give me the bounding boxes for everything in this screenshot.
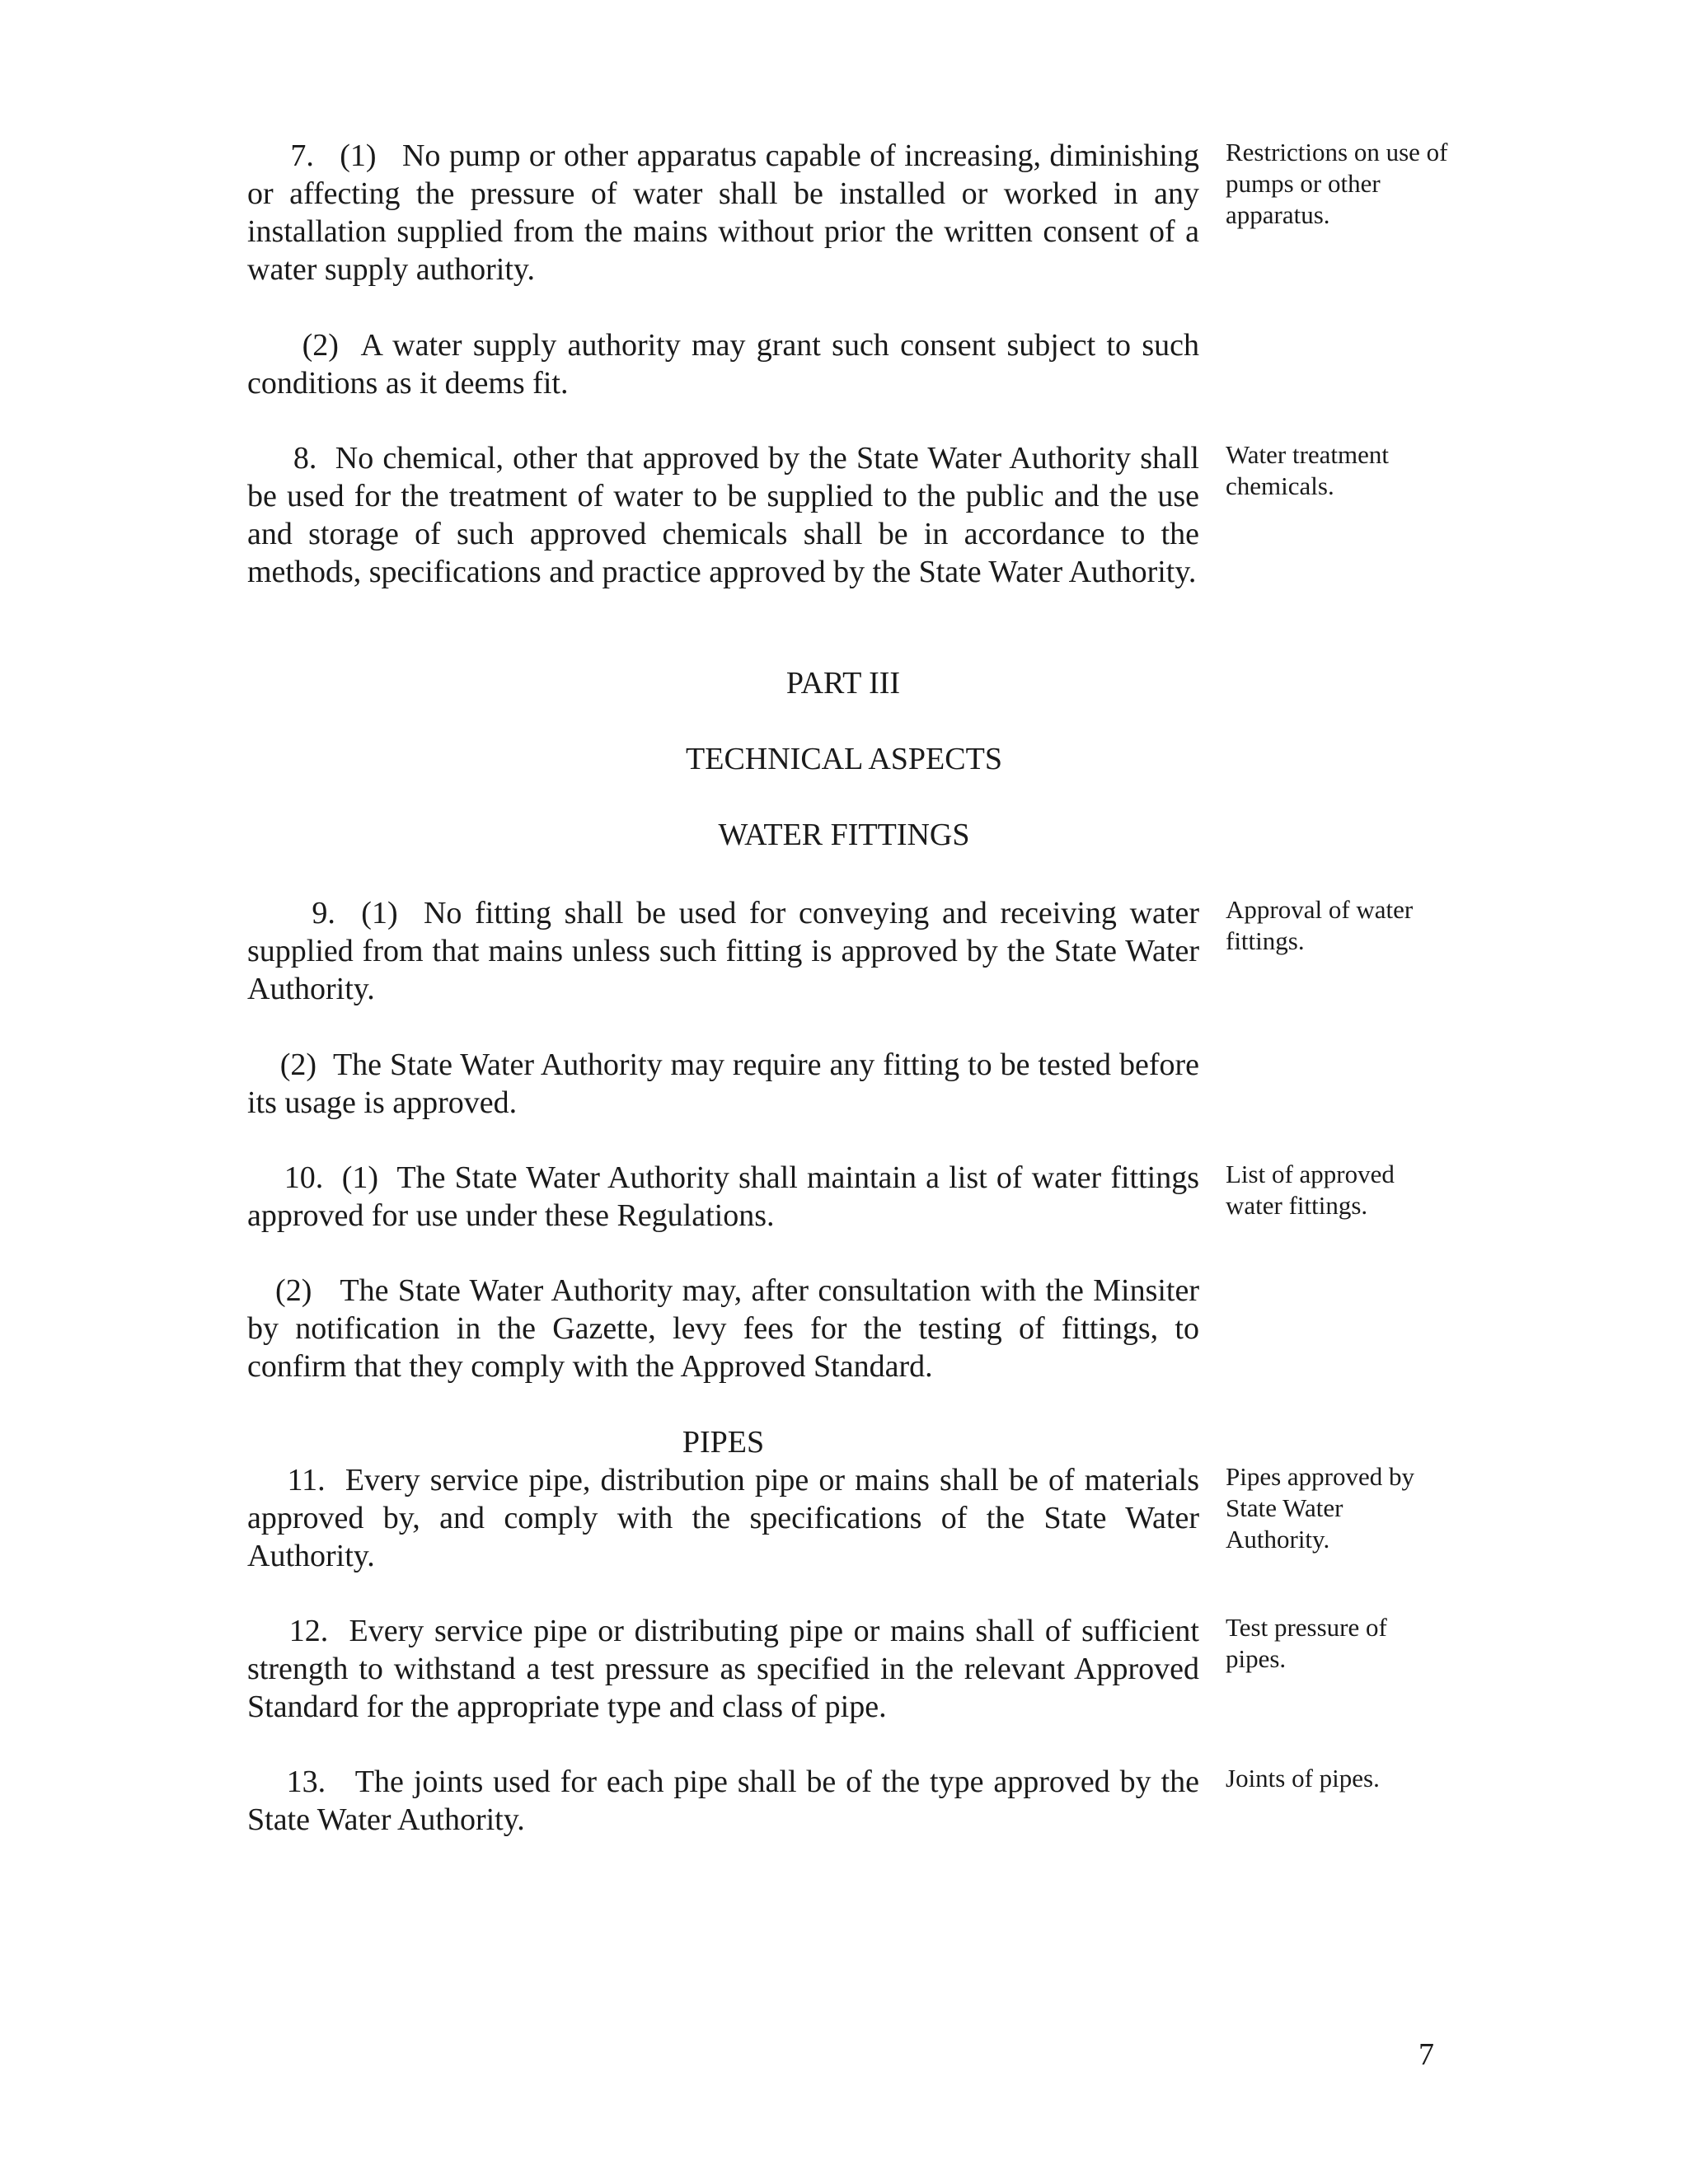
section-10-2-text: (2) The State Water Authority may, after consultation with the Minsiter by notification in the Gazette, levy fees for the testing of fittings, to confirm that they comply with the Approved Standard. xyxy=(247,1273,1199,1384)
section-9-2-text: (2) The State Water Authority may require any fitting to be tested before its usage is approved. xyxy=(247,1047,1199,1120)
section-10-1-text: 10. (1) The State Water Authority shall maintain a list of water fittings approved for use under these Regulations. xyxy=(247,1160,1199,1233)
page-number: 7 xyxy=(1418,2037,1434,2072)
part-heading xyxy=(0,664,1688,702)
technical-aspects-heading-text: TECHNICAL ASPECTS xyxy=(686,742,1002,776)
margin-note-approval-of-water-fittings: Approval of water fittings. xyxy=(1226,895,1414,955)
margin-note-pipes-approved: Pipes approved by State Water Authority. xyxy=(1226,1462,1415,1554)
margin-note-restrictions-on-pumps: Restrictions on use of pumps or other apparatus. xyxy=(1226,138,1448,229)
margin-note-water-treatment-chemicals: Water treatment chemicals. xyxy=(1226,440,1390,500)
pipes-heading-text: PIPES xyxy=(682,1425,765,1460)
section-7-2-text: (2) A water supply authority may grant such consent subject to such conditions as it deems fit. xyxy=(247,328,1199,401)
water-fittings-heading xyxy=(0,816,1688,854)
section-8-text: 8. No chemical, other that approved by the State Water Authority shall be used for the treatment of water to be supplied to the public and the use and storage of such approved chemicals shall be in accordance to the methods, specifications and practice approved by the State Water Authority. xyxy=(247,441,1199,589)
pipes-heading xyxy=(247,1423,1199,1461)
technical-aspects-heading xyxy=(0,740,1688,778)
part-heading-text: PART III xyxy=(785,666,901,701)
section-7-1-text: 7. (1) No pump or other apparatus capable of increasing, diminishing or affecting the pressure of water shall be installed or worked in any installation supplied from the mains without prior the written consent of a water supply authority. xyxy=(247,138,1199,287)
water-fittings-heading-text: WATER FITTINGS xyxy=(718,818,970,852)
margin-note-joints-of-pipes: Joints of pipes. xyxy=(1226,1764,1380,1793)
section-9-1-text: 9. (1) No fitting shall be used for conveying and receiving water supplied from that mains unless such fitting is approved by the State Water Authority. xyxy=(247,896,1199,1006)
margin-note-test-pressure-of-pipes: Test pressure of pipes. xyxy=(1226,1613,1387,1673)
section-12-text: 12. Every service pipe or distributing pipe or mains shall of sufficient strength to withstand a test pressure as specified in the relevant Approved Standard for the appropriate type and class of pipe. xyxy=(247,1614,1199,1724)
margin-note-list-of-approved-water-fittings: List of approved water fittings. xyxy=(1226,1160,1395,1220)
section-11-text: 11. Every service pipe, distribution pipe or mains shall be of materials approved by, and comply with the specifications of the State Water Authority. xyxy=(247,1463,1199,1573)
section-13-text: 13. The joints used for each pipe shall be of the type approved by the State Water Authority. xyxy=(247,1765,1199,1837)
